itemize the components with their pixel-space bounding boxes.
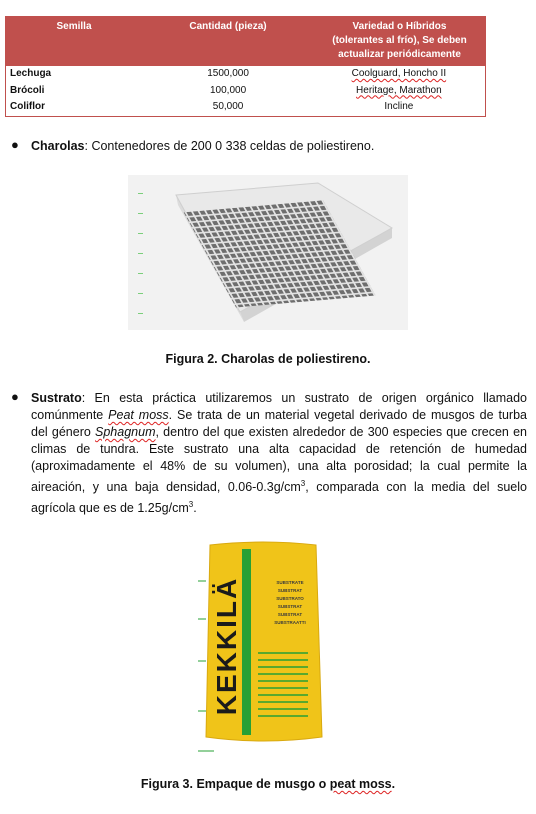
cell-qty: 50,000 xyxy=(212,101,244,112)
sustrato-paragraph: Sustrato: En esta práctica utilizaremos un sustrato de origen orgánico llamado comúnmente Peat moss. Se trata de un material vegetal derivado de musgos de turba del género Sphagnum, dentro del que existen alrededor de 300 especies que crecen en climas de tundra. Este sustrato una alta capacidad de retención de humedad (aproximadamente el 48% de su volumen), una alta porosidad; la cual permite la aireación, y una baja densidad, $0.06-0.3g/cm^3$, comparada con la media del suelo agrícola que es de $1.25g/cm^3$. xyxy=(31,391,527,516)
figure3-caption: Figura 3. Empaque de musgo o peat moss. xyxy=(140,777,396,791)
seed-table xyxy=(5,16,486,117)
header-variedad: Variedad o Híbridos (tolerantes al frío), Se deben actualizar periódicamente xyxy=(332,21,467,60)
cell-seed: Brócoli xyxy=(10,84,45,96)
cell-variety: Incline xyxy=(384,101,414,112)
header-cantidad: Cantidad (pieza) xyxy=(189,21,267,32)
cell-qty: 100,000 xyxy=(210,84,247,96)
bullet-marker: ● xyxy=(11,389,19,404)
charolas-paragraph: Charolas: Contenedores de 200 0 338 celdas de poliestireno. xyxy=(31,139,375,153)
cell-seed: Coliflor xyxy=(10,101,45,112)
peat-moss-bag-image xyxy=(198,541,328,759)
term-sustrato: Sustrato xyxy=(31,391,82,405)
bag-labels: SUBSTRATE SUBSTRAT SUBSTRATO SUBSTRAT SUBSTRAT SUBSTRAATTI xyxy=(274,580,306,625)
table-row xyxy=(5,99,486,117)
bullet-marker: ● xyxy=(11,137,19,152)
cell-variety: Heritage, Marathon xyxy=(356,84,442,96)
cell-qty: 1500,000 xyxy=(207,68,249,79)
header-semilla: Semilla xyxy=(56,21,92,32)
figure2-caption: Figura 2. Charolas de poliestireno. xyxy=(165,352,371,366)
term-charolas: Charolas xyxy=(31,139,85,153)
table-header xyxy=(5,16,486,66)
cell-variety: Coolguard, Honcho II xyxy=(351,68,447,79)
table-row xyxy=(5,66,486,83)
bag-brand: KEKKILÄ xyxy=(211,576,242,716)
table-row xyxy=(5,83,486,100)
tray-image xyxy=(128,175,408,330)
cell-seed: Lechuga xyxy=(10,68,52,79)
